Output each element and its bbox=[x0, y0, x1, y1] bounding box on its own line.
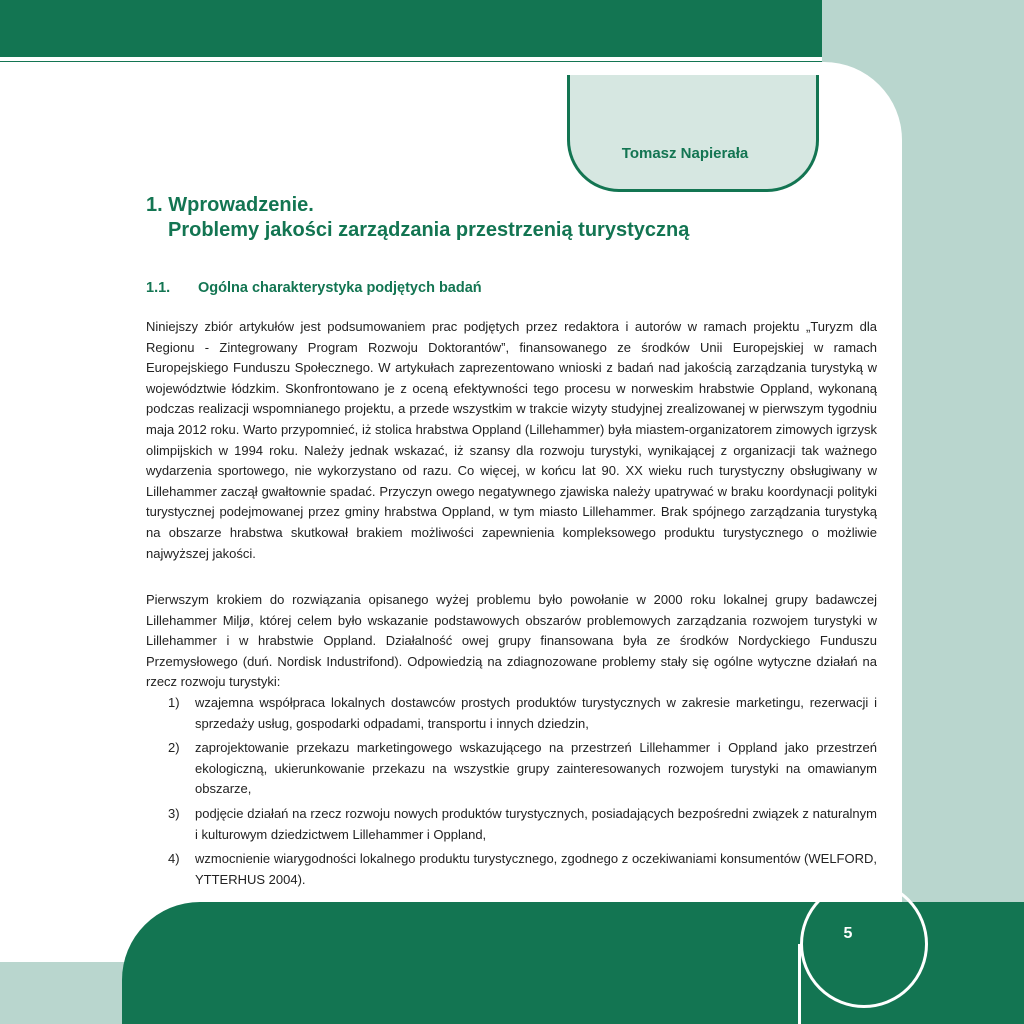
list-item-number: 4) bbox=[168, 851, 180, 867]
list-item bbox=[146, 738, 877, 800]
section-heading bbox=[146, 280, 482, 296]
chapter-heading bbox=[146, 193, 689, 243]
list-item bbox=[146, 693, 877, 734]
list-item-text: podjęcie działań na rzecz rozwoju nowych produktów turystycznych, posiadających bezpośredni związek z naturalnym i kulturowym dziedzictwem Lillehammer i Oppland, bbox=[195, 805, 877, 842]
list-item-text: wzajemna współpraca lokalnych dostawców prostych produktów turystycznych w zakresie marketingu, rezerwacji i sprzedaży usług, gospodarki odpadami, transportu i innych dziedzin, bbox=[195, 695, 877, 731]
section-title: Ogólna charakterystyka podjętych badań bbox=[198, 280, 482, 296]
list-item-text: wzmocnienie wiarygodności lokalnego produktu turystycznego, zgodnego z oczekiwaniami konsumentów (WELFORD, YTTERHUS 2004). bbox=[195, 851, 877, 887]
list-item bbox=[146, 849, 877, 890]
chapter-heading-line1: 1. Wprowadzenie. bbox=[146, 194, 314, 216]
list-item-number: 3) bbox=[168, 805, 180, 821]
list-item-number: 2) bbox=[168, 740, 180, 756]
author-tab bbox=[567, 75, 819, 192]
paragraph: Niniejszy zbiór artykułów jest podsumowaniem prac podjętych przez redaktora i autorów w ramach projektu „Turyzm dla Regionu - Zintegrowany Program Rozwoju Doktorantów”, finansowanego ze środków Unii Europejskiej w ramach Europejskiego Funduszu Społecznego. W artykułach zaprezentowano wnioski z badań nad jakością zarządzania turystyką w województwie łódzkim. Skonfrontowano je z oceną efektywności tego procesu w norweskim hrabstwie Oppland, wykonaną podczas realizacji wspomnianego projektu, a przede wszystkim w trakcie wizyty studyjnej zrealizowanej w pierwszym tygodniu maja 2012 roku. Warto przypomnieć, iż stolica hrabstwa Oppland (Lillehammer) była miastem-organizatorem zimowych igrzysk olimpijskich w 1994 roku. Należy jednak wskazać, iż szansy dla rozwoju turystyki, wynikającej z organizacji tak ważnego wydarzenia sportowego, nie wykorzystano od razu. Co więcej, w końcu lat 90. XX wieku ruch turystyczny obsługiwany w Lillehammer zaczął gwałtownie spadać. Przyczyn owego negatywnego zjawiska należy upatrywać w braku koordynacji polityki turystycznej podejmowanej przez gminy hrabstwa Oppland, w tym miasto Lillehammer. Brak spójnego zarządzania turystyką na obszarze hrabstwa skutkował brakiem możliwości zapewnienia kompleksowego produktu turystycznego o możliwie najwyższej jakości. bbox=[146, 319, 877, 561]
guidelines-list bbox=[146, 693, 877, 894]
chapter-heading-line2: Problemy jakości zarządzania przestrzenią turystyczną bbox=[168, 219, 690, 241]
section-number: 1.1. bbox=[146, 280, 171, 296]
header-divider-line bbox=[0, 57, 822, 61]
page-number: 5 bbox=[843, 925, 853, 942]
list-item-number: 1) bbox=[168, 695, 180, 710]
list-item bbox=[146, 804, 877, 845]
author-name: Tomasz Napierała bbox=[621, 145, 749, 162]
paragraph: Pierwszym krokiem do rozwiązania opisanego wyżej problemu było powołanie w 2000 roku lokalnej grupy badawczej Lillehammer Miljø, której celem było wskazanie podstawowych obszarów problemowych zarządzania rozwojem turystyki w Lillehammer i w hrabstwie Oppland. Działalność owej grupy finansowana była ze środków Nordyckiego Funduszu Przemysłowego (duń. Nordisk Industrifond). Odpowiedzią na zdiagnozowane problemy stały się ogólne wytyczne działań na rzecz rozwoju turystyki: bbox=[146, 592, 877, 690]
list-item-text: zaprojektowanie przekazu marketingowego wskazującego na przestrzeń Lillehammer i Oppland jako przestrzeń ekologiczną, ukierunkowanie przekazu na wszystkie grupy zainteresowanych rozwojem turystyki na omawianym obszarze, bbox=[195, 740, 877, 797]
page-number-circle bbox=[800, 880, 928, 1008]
